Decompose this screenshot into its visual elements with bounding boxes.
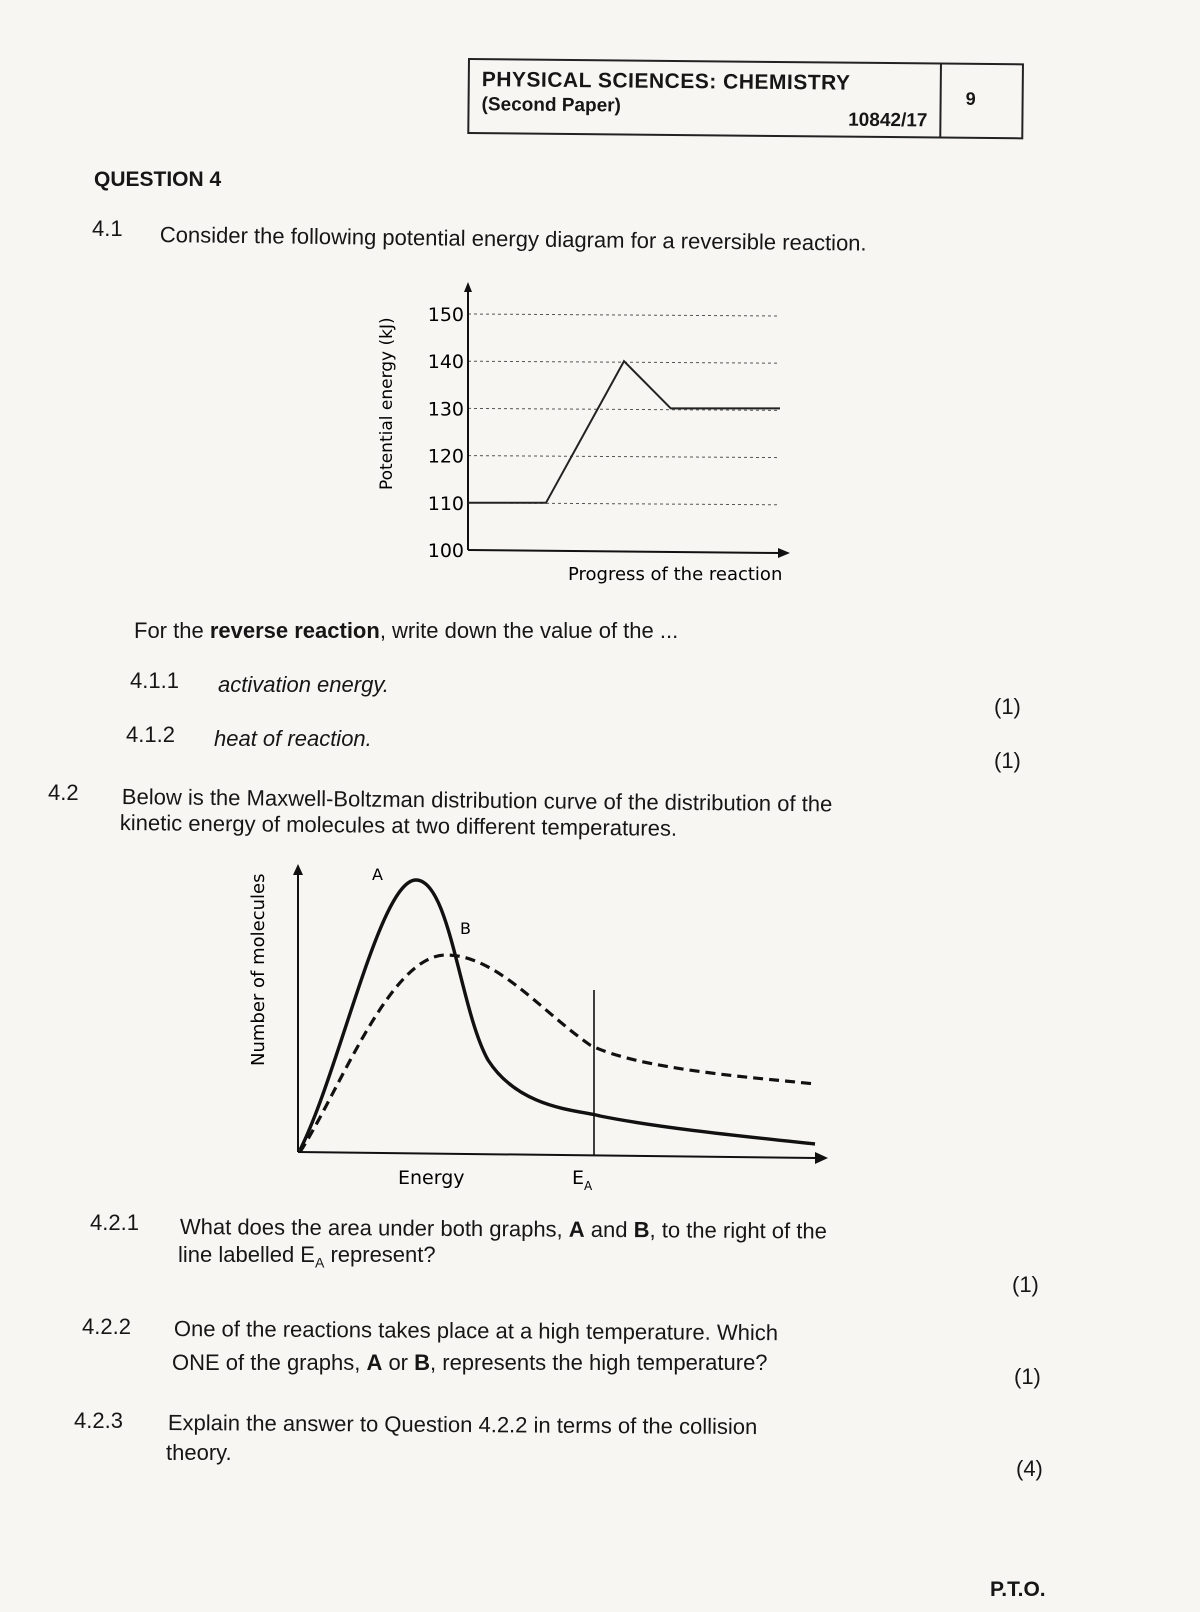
q4-2-number: 4.2: [48, 780, 79, 805]
q4-1-1-number: 4.1.1: [130, 668, 179, 693]
q4-2-3-marks: (4): [1016, 1456, 1043, 1481]
q4-1-number: 4.1: [92, 216, 123, 241]
curve-b-label: B: [460, 919, 471, 938]
q4-2-1-number: 4.2.1: [90, 1210, 139, 1235]
curve-a: [300, 880, 815, 1150]
pe-tick-150: 150: [427, 304, 464, 326]
pe-tick-110: 110: [427, 492, 464, 515]
pe-gridline-150: [468, 314, 780, 316]
instruction-bold: reverse reaction: [209, 618, 380, 643]
q4-1-1-text: activation energy.: [218, 672, 389, 697]
q4-1-2-marks: (1): [994, 748, 1021, 773]
q4-2-text-line2: kinetic energy of molecules at two different temperatures.: [119, 810, 678, 841]
mb-x-axis: [298, 1152, 816, 1158]
pe-tick-labels: [428, 304, 464, 562]
question-title: QUESTION 4: [94, 168, 222, 191]
pe-gridline-120: [468, 456, 780, 458]
q4-2-3-number: 4.2.3: [74, 1408, 123, 1433]
q4-1-2-text: heat of reaction.: [214, 726, 372, 751]
mb-y-axis-label: Number of molecules: [248, 873, 269, 1066]
pe-x-axis: [468, 550, 780, 553]
pe-y-axis-label: Potential energy (kJ): [377, 317, 397, 490]
instruction-suffix: , write down the value of the ...: [379, 618, 679, 643]
q4-2-text-line1: Below is the Maxwell-Boltzman distribution curve of the distribution of the: [121, 784, 833, 817]
page-number: 9: [965, 88, 976, 109]
pe-x-arrow-icon: [778, 548, 790, 558]
curve-a-label: A: [372, 865, 383, 884]
q4-1-1-marks: (1): [994, 694, 1021, 719]
q4-2-2-line2: ONE of the graphs, A or B, represents the high temperature?: [172, 1350, 768, 1375]
pto-footer: P.T.O.: [990, 1578, 1046, 1601]
pe-curve: [468, 361, 780, 503]
paper-header: [467, 58, 1024, 139]
q4-2-3-line2: theory.: [166, 1440, 232, 1465]
header-title: PHYSICAL SCIENCES: CHEMISTRY: [481, 68, 851, 95]
pe-x-axis-label: Progress of the reaction: [568, 564, 783, 585]
pe-y-arrow-icon: [464, 282, 472, 292]
mb-x-axis-label: Energy: [398, 1167, 465, 1189]
pe-tick-100: 100: [427, 540, 464, 562]
q4-2-1-line2: line labelled $E_A$ represent?: [178, 1242, 436, 1271]
q4-2-1-line1: What does the area under both graphs, A and B, to the right of the: [179, 1214, 827, 1244]
q4-2-1-marks: (1): [1012, 1272, 1039, 1297]
q4-2-2-number: 4.2.2: [82, 1314, 131, 1339]
instruction-prefix: For the: [134, 618, 210, 643]
mb-y-arrow-icon: [293, 864, 303, 875]
maxwell-boltzmann-chart: [220, 860, 840, 1200]
q4-2-2-line1: One of the reactions takes place at a high temperature. Which: [173, 1316, 779, 1346]
q4-1-2-number: 4.1.2: [126, 722, 175, 747]
curve-b: [300, 955, 815, 1152]
pe-tick-130: 130: [427, 398, 464, 421]
header-code: 10842/17: [848, 109, 928, 132]
header-left-cell: [469, 60, 942, 137]
ea-label: $E_A$: [572, 1167, 593, 1193]
header-subtitle: (Second Paper): [481, 94, 622, 117]
q4-1-instruction: [134, 618, 678, 644]
pe-tick-120: 120: [427, 445, 464, 468]
q4-1-text: Consider the following potential energy diagram for a reversible reaction.: [159, 222, 867, 256]
potential-energy-chart: [360, 280, 820, 610]
mb-x-arrow-icon: [815, 1152, 828, 1164]
pe-tick-140: 140: [427, 351, 464, 374]
q4-2-3-line1: Explain the answer to Question 4.2.2 in terms of the collision: [167, 1410, 758, 1440]
q4-2-2-marks: (1): [1014, 1364, 1041, 1389]
